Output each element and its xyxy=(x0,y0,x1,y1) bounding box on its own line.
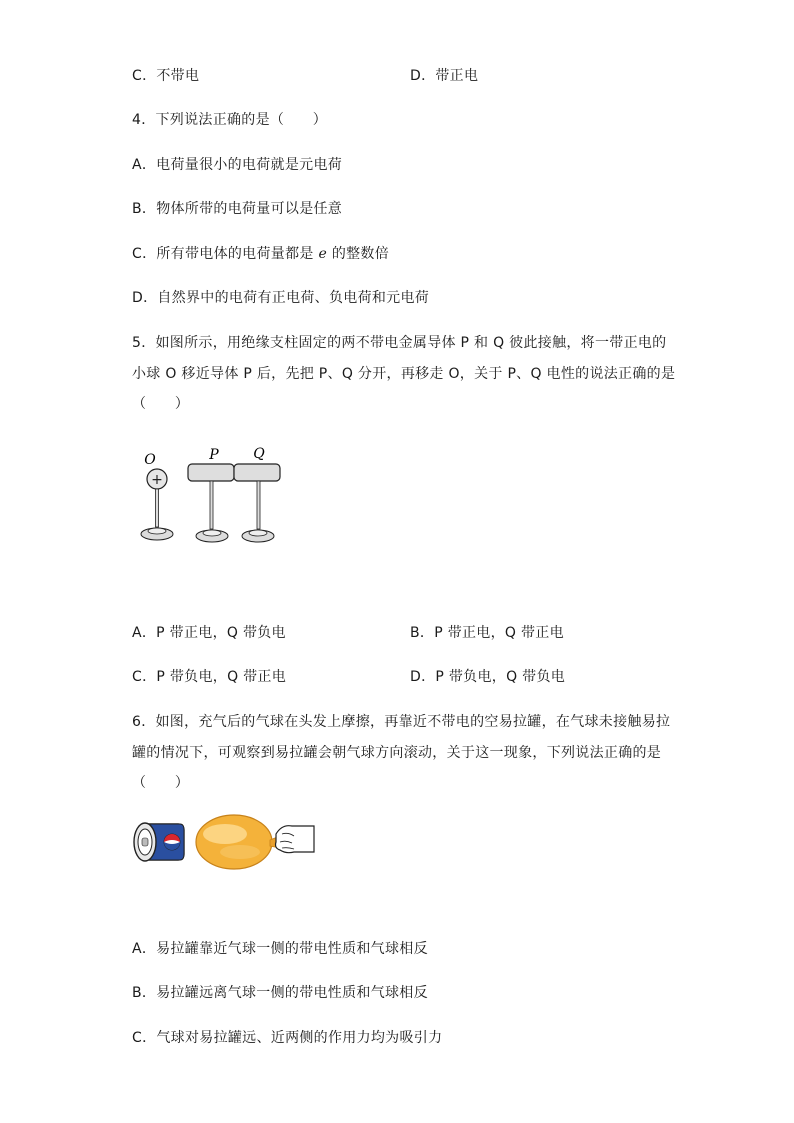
q6-option-a: A．易拉罐靠近气球一侧的带电性质和气球相反 xyxy=(132,941,428,957)
q4-option-c xyxy=(132,246,389,262)
q3-option-d: D．带正电 xyxy=(410,68,479,84)
soda-can-icon xyxy=(134,823,184,861)
q4-option-c-variable: e xyxy=(318,246,328,262)
q6-option-b: B．易拉罐远离气球一侧的带电性质和气球相反 xyxy=(132,985,428,1001)
q5-label-q: Q xyxy=(253,446,265,462)
q6-balloon-can-figure xyxy=(130,812,320,876)
q5-option-d: D．P 带负电，Q 带负电 xyxy=(410,669,566,685)
q4-option-d: D．自然界中的电荷有正电荷、负电荷和元电荷 xyxy=(132,290,430,306)
q5-label-p: P xyxy=(209,447,219,463)
q4-stem: 4．下列说法正确的是（ ） xyxy=(132,112,328,128)
q5-option-a: A．P 带正电，Q 带负电 xyxy=(132,625,286,641)
plus-sign-icon: + xyxy=(151,472,163,488)
q5-conductor-figure xyxy=(130,440,290,550)
q6-stem-line2: 罐的情况下，可观察到易拉罐会朝气球方向滚动，关于这一现象，下列说法正确的是 xyxy=(132,745,662,761)
q5-stem-line3: （ ） xyxy=(132,396,190,412)
q6-option-c: C．气球对易拉罐远、近两侧的作用力均为吸引力 xyxy=(132,1030,443,1046)
q5-stem-line1: 5．如图所示，用绝缘支柱固定的两不带电金属导体 P 和 Q 彼此接触，将一带正电的 xyxy=(132,335,667,351)
q4-option-c-text-post: 的整数倍 xyxy=(331,246,390,262)
q6-stem-line1: 6．如图，充气后的气球在头发上摩擦，再靠近不带电的空易拉罐，在气球未接触易拉 xyxy=(132,714,671,730)
q5-stem-line2: 小球 O 移近导体 P 后，先把 P、Q 分开，再移走 O，关于 P、Q 电性的说法正确的是 xyxy=(132,366,676,382)
q4-option-a: A．电荷量很小的电荷就是元电荷 xyxy=(132,157,343,173)
conductor-q xyxy=(234,464,280,542)
hand-icon xyxy=(276,826,315,853)
q3-option-c: C．不带电 xyxy=(132,68,200,84)
charged-ball-o xyxy=(141,469,173,540)
q6-stem-line3: （ ） xyxy=(132,775,190,791)
q4-option-b: B．物体所带的电荷量可以是任意 xyxy=(132,201,343,217)
q5-option-c: C．P 带负电，Q 带正电 xyxy=(132,669,287,685)
conductor-p xyxy=(188,464,234,542)
q5-option-b: B．P 带正电，Q 带正电 xyxy=(410,625,564,641)
q4-option-c-text-pre: C．所有带电体的电荷量都是 xyxy=(132,246,314,262)
balloon-icon xyxy=(196,815,280,869)
q5-label-o: O xyxy=(144,452,156,468)
